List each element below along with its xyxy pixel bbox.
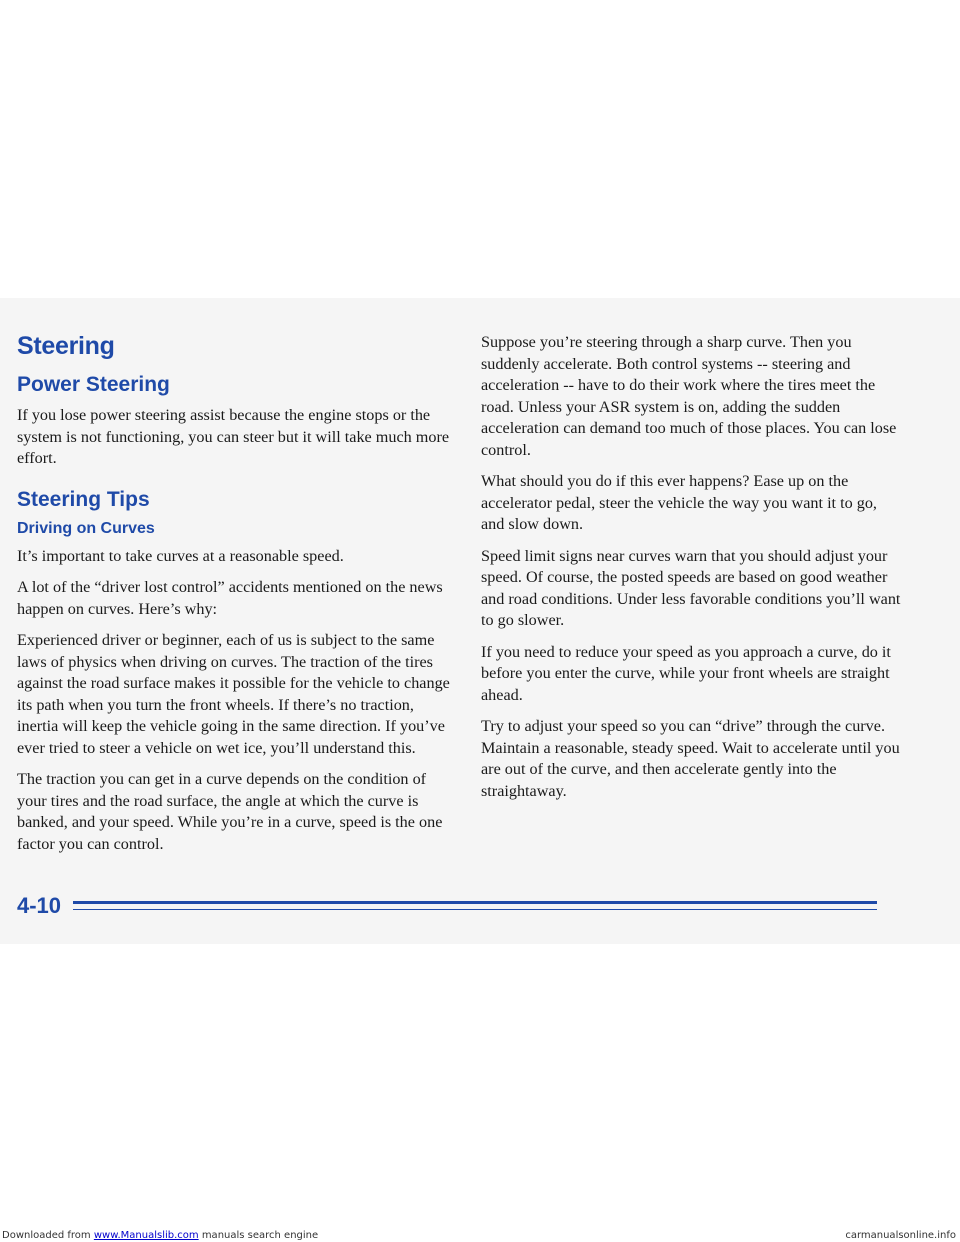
subsection-heading-driving-on-curves: Driving on Curves [17, 519, 155, 537]
download-suffix: manuals search engine [198, 1230, 319, 1241]
paragraph: Experienced driver or beginner, each of us is subject to the same laws of physics when driving on curves. The traction of the tires against the road surface makes it possible for the vehicle to change its path when you turn the front wheels. If there’s no traction, inertia will keep the vehicle going in the same direction. If you’ve ever tried to steer a vehicle on wet ice, you’ll understand this. [17, 631, 450, 757]
paragraph: Suppose you’re steering through a sharp curve. Then you suddenly accelerate. Both control systems -- steering and acceleration -- have to do their work where the tires meet the road. Unless your ASR system is on, adding the sudden acceleration can demand too much of those places. You can lose control. [481, 333, 897, 459]
manualslib-link[interactable]: www.Manualslib.com [93, 1230, 199, 1241]
page-footer [17, 893, 877, 919]
section-heading-steering-tips: Steering Tips [17, 487, 150, 511]
paragraph: A lot of the “driver lost control” accidents mentioned on the news happen on curves. Here’s why: [17, 578, 443, 618]
page-number: 4-10 [17, 893, 62, 918]
watermark-text: carmanualsonline.info [845, 1230, 956, 1241]
download-bar [0, 1230, 960, 1242]
section-heading-power-steering: Power Steering [17, 373, 170, 396]
paragraph: It’s important to take curves at a reasonable speed. [17, 546, 344, 565]
page-title: Steering [17, 332, 115, 360]
paragraph: If you need to reduce your speed as you approach a curve, do it before you enter the curve, while your front wheels are straight ahead. [481, 642, 891, 704]
footer-rule [73, 901, 877, 904]
footer-rule-thin [73, 909, 877, 910]
left-column [17, 332, 457, 865]
power-steering-paragraph: If you lose power steering assist because the engine stops or the system is not functioning, you can steer but it will take much more effort. [17, 406, 450, 467]
right-column [481, 332, 901, 812]
download-note [2, 1230, 318, 1242]
download-prefix: Downloaded from [2, 1230, 94, 1241]
paragraph: What should you do if this ever happens? Ease up on the accelerator pedal, steer the vehicle the way you want it to go, and slow down. [481, 472, 877, 533]
paragraph: Speed limit signs near curves warn that you should adjust your speed. Of course, the posted speeds are based on good weather and road conditions. Under less favorable conditions you’ll want to go slower. [481, 546, 901, 629]
paragraph: Try to adjust your speed so you can “drive” through the curve. Maintain a reasonable, steady speed. Wait to accelerate until you are out of the curve, and then accelerate gently into the straightaway. [481, 717, 900, 800]
paragraph: The traction you can get in a curve depends on the condition of your tires and the road surface, the angle at which the curve is banked, and your speed. While you’re in a curve, speed is the one factor you can control. [17, 770, 443, 853]
